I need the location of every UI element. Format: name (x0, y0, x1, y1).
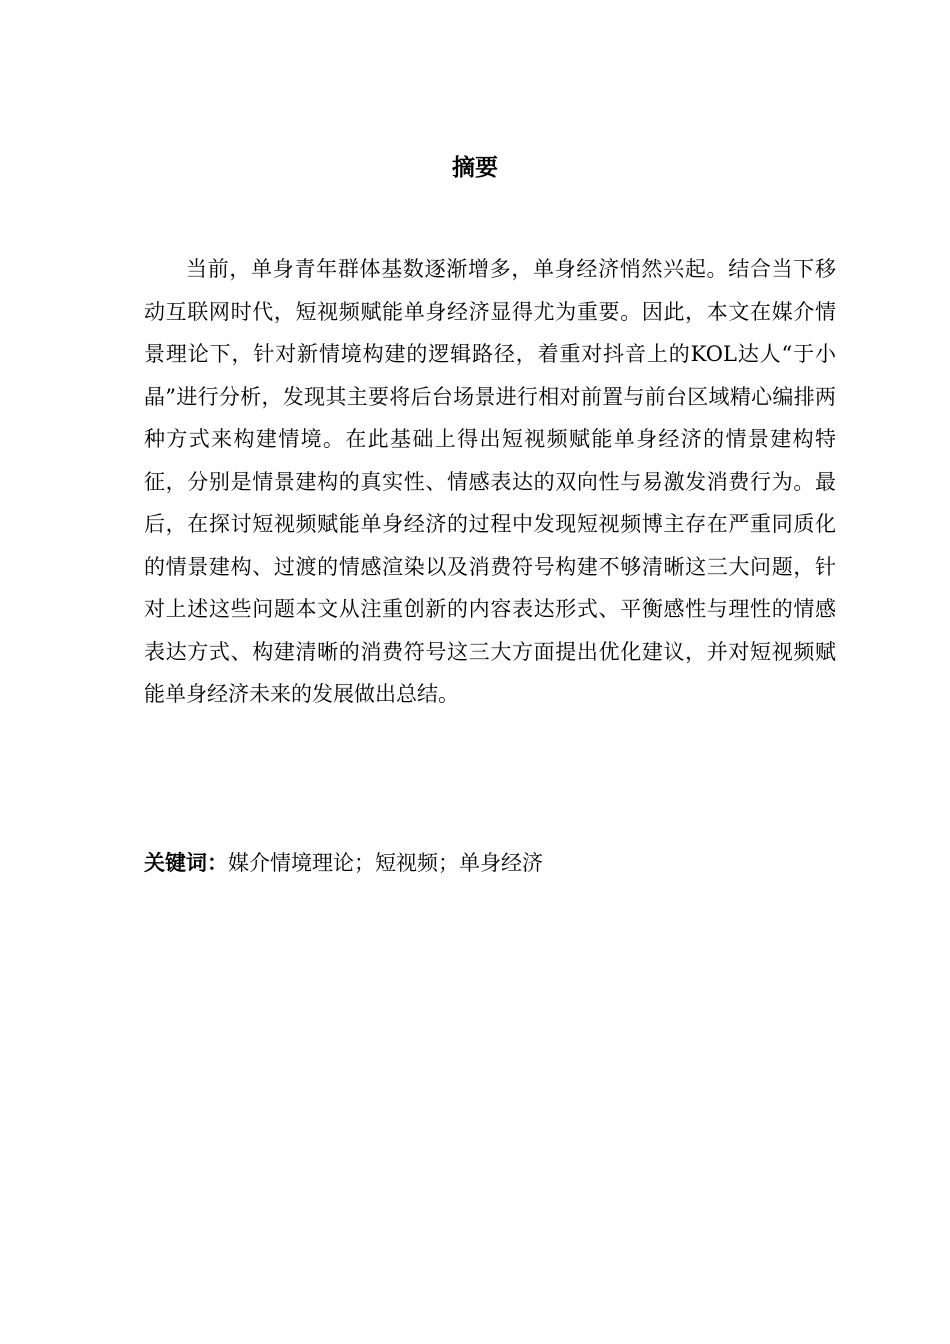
keywords-label: 关键词： (144, 851, 228, 875)
keywords-line (144, 842, 836, 884)
abstract-paragraph: 当前，单身青年群体基数逐渐增多，单身经济悄然兴起。结合当下移动互联网时代，短视频赋能单身经济显得尤为重要。因此，本文在媒介情景理论下，针对新情境构建的逻辑路径，着重对抖音上的KOL达人“于小晶”进行分析，发现其主要将后台场景进行相对前置与前台区域精心编排两种方式来构建情境。在此基础上得出短视频赋能单身经济的情景建构特征，分别是情景建构的真实性、情感表达的双向性与易激发消费行为。最后，在探讨短视频赋能单身经济的过程中发现短视频博主存在严重同质化的情景建构、过渡的情感渲染以及消费符号构建不够清晰这三大问题，针对上述这些问题本文从注重创新的内容表达形式、平衡感性与理性的情感表达方式、构建清晰的消费符号这三大方面提出优化建议，并对短视频赋能单身经济未来的发展做出总结。 (144, 257, 836, 706)
abstract-title: 摘要 (452, 155, 498, 181)
keywords-value: 媒介情境理论；短视频；单身经济 (228, 851, 543, 875)
